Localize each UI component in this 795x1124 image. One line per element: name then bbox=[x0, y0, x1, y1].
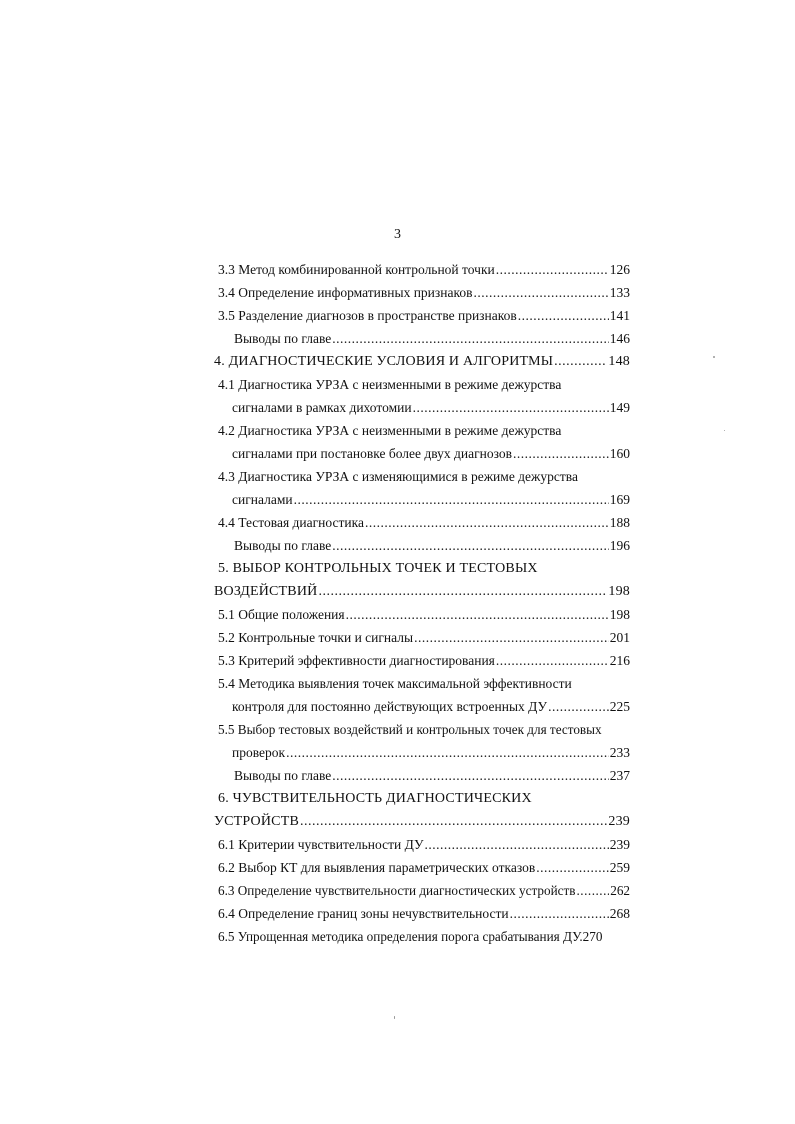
leader-dots bbox=[318, 580, 607, 603]
scan-speck bbox=[713, 356, 715, 358]
toc-page-number: 169 bbox=[609, 492, 630, 507]
toc-page-number: 239 bbox=[609, 837, 630, 852]
table-of-contents bbox=[214, 258, 630, 948]
toc-entry-label: 3.5 Разделение диагнозов в пространстве признаков bbox=[218, 308, 517, 323]
toc-entry-summary-4 bbox=[214, 534, 630, 557]
toc-chapter-label: 4. ДИАГНОСТИЧЕСКИЕ УСЛОВИЯ И АЛГОРИТМЫ bbox=[214, 354, 554, 369]
toc-page-number: 216 bbox=[609, 653, 630, 668]
toc-page-number: 188 bbox=[609, 515, 630, 530]
toc-page-number: 233 bbox=[609, 745, 630, 760]
toc-entry-label: 6.2 Выбор КТ для выявления параметрических отказов bbox=[218, 860, 536, 875]
toc-entry-label: сигналами bbox=[232, 492, 293, 507]
toc-entry-3-3 bbox=[214, 258, 630, 281]
toc-entry-label: 5.2 Контрольные точки и сигналы bbox=[218, 630, 414, 645]
toc-chapter-5-line1: 5. ВЫБОР КОНТРОЛЬНЫХ ТОЧЕК И ТЕСТОВЫХ bbox=[218, 561, 538, 576]
toc-page-number: 148 bbox=[608, 354, 630, 369]
toc-page-number: 237 bbox=[609, 768, 630, 783]
leader-dots bbox=[510, 902, 609, 925]
toc-page-number: 270 bbox=[582, 929, 603, 944]
leader-dots bbox=[425, 833, 609, 856]
toc-page-number: 160 bbox=[609, 446, 630, 461]
toc-entry-4-3-line1: 4.3 Диагностика УРЗА с изменяющимися в режиме дежурства bbox=[218, 469, 578, 484]
leader-dots bbox=[286, 741, 609, 764]
toc-entry-label: 6.1 Критерии чувствительности ДУ bbox=[218, 837, 424, 852]
toc-chapter-label: ВОЗДЕЙСТВИЙ bbox=[214, 584, 318, 599]
toc-entry-label: сигналами в рамках дихотомии bbox=[232, 400, 412, 415]
leader-dots bbox=[365, 511, 609, 534]
toc-entry-label: Выводы по главе bbox=[234, 768, 332, 783]
toc-entry-6-2 bbox=[214, 856, 630, 879]
leader-dots bbox=[577, 879, 610, 902]
scan-speck bbox=[394, 1016, 395, 1019]
toc-entry-label: 5.1 Общие положения bbox=[218, 607, 345, 622]
toc-entry-label: 3.4 Определение информативных признаков bbox=[218, 285, 473, 300]
toc-entry-6-3 bbox=[214, 879, 630, 902]
toc-entry-label: Выводы по главе bbox=[234, 538, 332, 553]
toc-entry-label: 5.3 Критерий эффективности диагностирования bbox=[218, 653, 495, 668]
toc-page-number: 149 bbox=[609, 400, 630, 415]
scan-speck bbox=[724, 430, 725, 431]
toc-entry-3-4 bbox=[214, 281, 630, 304]
toc-entry-4-1 bbox=[214, 396, 630, 419]
toc-entry-6-4 bbox=[214, 902, 630, 925]
toc-page-number: 268 bbox=[609, 906, 630, 921]
leader-dots bbox=[496, 258, 609, 281]
toc-entry-4-2-line1: 4.2 Диагностика УРЗА с неизменными в режиме дежурства bbox=[218, 423, 562, 438]
toc-entry-label: 6.4 Определение границ зоны нечувствительности bbox=[218, 906, 509, 921]
toc-page-number: 133 bbox=[609, 285, 630, 300]
toc-chapter-6 bbox=[214, 810, 630, 833]
toc-entry-5-5-line1: 5.5 Выбор тестовых воздействий и контрольных точек для тестовых bbox=[218, 722, 602, 737]
toc-page-number: 262 bbox=[610, 883, 630, 898]
toc-entry-label: Выводы по главе bbox=[234, 331, 332, 346]
leader-dots bbox=[473, 281, 608, 304]
leader-dots bbox=[332, 327, 609, 350]
leader-dots bbox=[346, 603, 609, 626]
toc-page-number: 196 bbox=[609, 538, 630, 553]
toc-entry-summary-5 bbox=[214, 764, 630, 787]
leader-dots bbox=[513, 442, 609, 465]
leader-dots bbox=[294, 488, 609, 511]
leader-dots bbox=[496, 649, 609, 672]
toc-entry-5-2 bbox=[214, 626, 630, 649]
toc-entry-4-2 bbox=[214, 442, 630, 465]
toc-page-number: 141 bbox=[609, 308, 630, 323]
toc-page-number: 198 bbox=[609, 607, 630, 622]
toc-entry-5-5 bbox=[214, 741, 630, 764]
toc-entry-6-1 bbox=[214, 833, 630, 856]
leader-dots bbox=[332, 764, 609, 787]
toc-page-number: 201 bbox=[609, 630, 630, 645]
toc-entry-5-1 bbox=[214, 603, 630, 626]
toc-entry-6-5 bbox=[214, 925, 630, 948]
page-number: 3 bbox=[394, 227, 401, 242]
leader-dots bbox=[548, 695, 609, 718]
toc-entry-label: проверок bbox=[232, 745, 286, 760]
toc-chapter-6-line1: 6. ЧУВСТВИТЕЛЬНОСТЬ ДИАГНОСТИЧЕСКИХ bbox=[218, 791, 532, 806]
toc-entry-label: 6.5 Упрощенная методика определения порога срабатывания ДУ. bbox=[218, 929, 583, 944]
toc-entry-label: 3.3 Метод комбинированной контрольной точки bbox=[218, 262, 495, 277]
toc-entry-label: сигналами при постановке более двух диагнозов bbox=[232, 446, 512, 461]
toc-entry-label: 6.3 Определение чувствительности диагностических устройств bbox=[218, 883, 576, 898]
toc-entry-5-3 bbox=[214, 649, 630, 672]
toc-chapter-5 bbox=[214, 580, 630, 603]
toc-entry-5-4-line1: 5.4 Методика выявления точек максимальной эффективности bbox=[218, 676, 572, 691]
leader-dots bbox=[554, 350, 607, 373]
toc-page-number: 146 bbox=[609, 331, 630, 346]
leader-dots bbox=[414, 626, 609, 649]
leader-dots bbox=[518, 304, 609, 327]
toc-page-number: 198 bbox=[608, 584, 630, 599]
toc-entry-4-1-line1: 4.1 Диагностика УРЗА с неизменными в режиме дежурства bbox=[218, 377, 562, 392]
toc-entry-label: 4.4 Тестовая диагностика bbox=[218, 515, 364, 530]
toc-entry-4-4 bbox=[214, 511, 630, 534]
toc-entry-label: контроля для постоянно действующих встроенных ДУ bbox=[232, 699, 548, 714]
leader-dots bbox=[413, 396, 609, 419]
toc-entry-5-4 bbox=[214, 695, 630, 718]
toc-entry-3-5 bbox=[214, 304, 630, 327]
leader-dots bbox=[300, 810, 607, 833]
toc-page-number: 259 bbox=[609, 860, 630, 875]
toc-page-number: 239 bbox=[608, 814, 630, 829]
toc-page-number: 126 bbox=[609, 262, 630, 277]
leader-dots bbox=[536, 856, 609, 879]
toc-entry-summary-3 bbox=[214, 327, 630, 350]
leader-dots bbox=[332, 534, 609, 557]
toc-entry-4-3 bbox=[214, 488, 630, 511]
toc-chapter-4 bbox=[214, 350, 630, 373]
toc-chapter-label: УСТРОЙСТВ bbox=[214, 814, 300, 829]
toc-page-number: 225 bbox=[609, 699, 630, 714]
